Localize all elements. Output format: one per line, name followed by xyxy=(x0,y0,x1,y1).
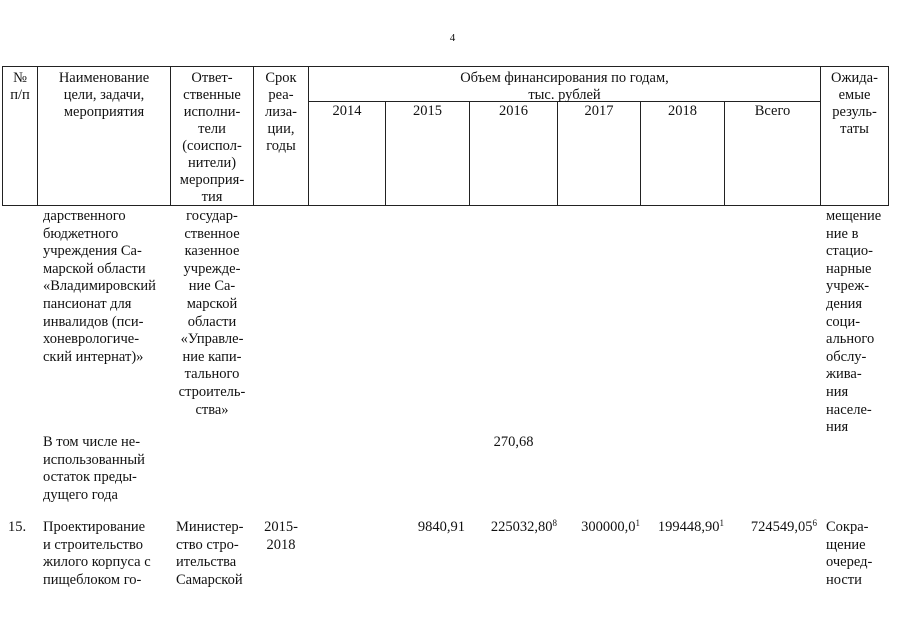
row15-name: Проектирование и строительство жилого корпуса с пищеблоком го- xyxy=(43,519,151,588)
header-col-result: Ожида- емые резуль- таты xyxy=(831,70,878,137)
col-divider-12 xyxy=(888,66,889,206)
header-col-responsible: Ответ- ственные исполни- тели (соиспол- нители) мероприя- тия xyxy=(179,70,245,205)
header-funding-title: Объем финансирования по годам, тыс. рублей xyxy=(460,70,669,103)
continuation-result: мещение ние в стацио- нарные учреж- дения соци- ального обслу- жива- ния населе- ния xyxy=(826,208,882,436)
row15-responsible: Министер- ство стро- ительства Самарской xyxy=(176,519,244,588)
row15-2016: 225032,80$^8$ xyxy=(490,518,557,535)
header-bottom-rule xyxy=(2,205,888,206)
row15-total-footnote: 6 xyxy=(812,518,817,528)
header-col-name: Наименование цели, задачи, мероприятия xyxy=(58,70,150,120)
header-year-2017: 2017 xyxy=(584,103,614,119)
header-year-2014: 2014 xyxy=(332,103,362,119)
row15-2018: 199448,90$^1$ xyxy=(657,518,724,535)
header-col-term: Срок реа- лиза- ции, годы xyxy=(265,70,297,154)
header-year-2015: 2015 xyxy=(413,103,442,119)
row15-2018-footnote: 1 xyxy=(719,518,724,528)
row15-term: 2015- 2018 xyxy=(264,519,298,553)
row15-result: Сокра- щение очеред- ности xyxy=(826,519,873,588)
page-number: 4 xyxy=(449,32,456,44)
row15-2017-footnote: 1 xyxy=(635,518,640,528)
header-year-2018: 2018 xyxy=(668,103,697,119)
continuation-responsible: государ- ственное казенное учрежде- ние Са- марской области «Управле- ние капи- тального строитель- ства» xyxy=(178,208,246,418)
header-year-2016: 2016 xyxy=(499,103,528,119)
including-row-name: В том числе не- использованный остаток преды- дущего года xyxy=(43,434,145,503)
row15-2016-footnote: 8 xyxy=(552,518,557,528)
row15-total: 724549,05$^6$ xyxy=(750,518,817,535)
row15-2017: 300000,0$^1$ xyxy=(581,518,640,535)
row15-number: 15. xyxy=(8,519,27,535)
header-total: Всего xyxy=(754,103,791,119)
row15-2015: 9840,91 xyxy=(417,519,465,535)
continuation-name: дарственного бюджетного учреждения Са- марской области «Владимировский пансионат для инвалидов (пси- хоневрологиче- ский интернат)» xyxy=(43,208,156,365)
header-col-number: № п/п xyxy=(10,70,30,103)
header-top-rule xyxy=(2,66,888,67)
including-row-2016: 270,68 xyxy=(493,434,534,450)
